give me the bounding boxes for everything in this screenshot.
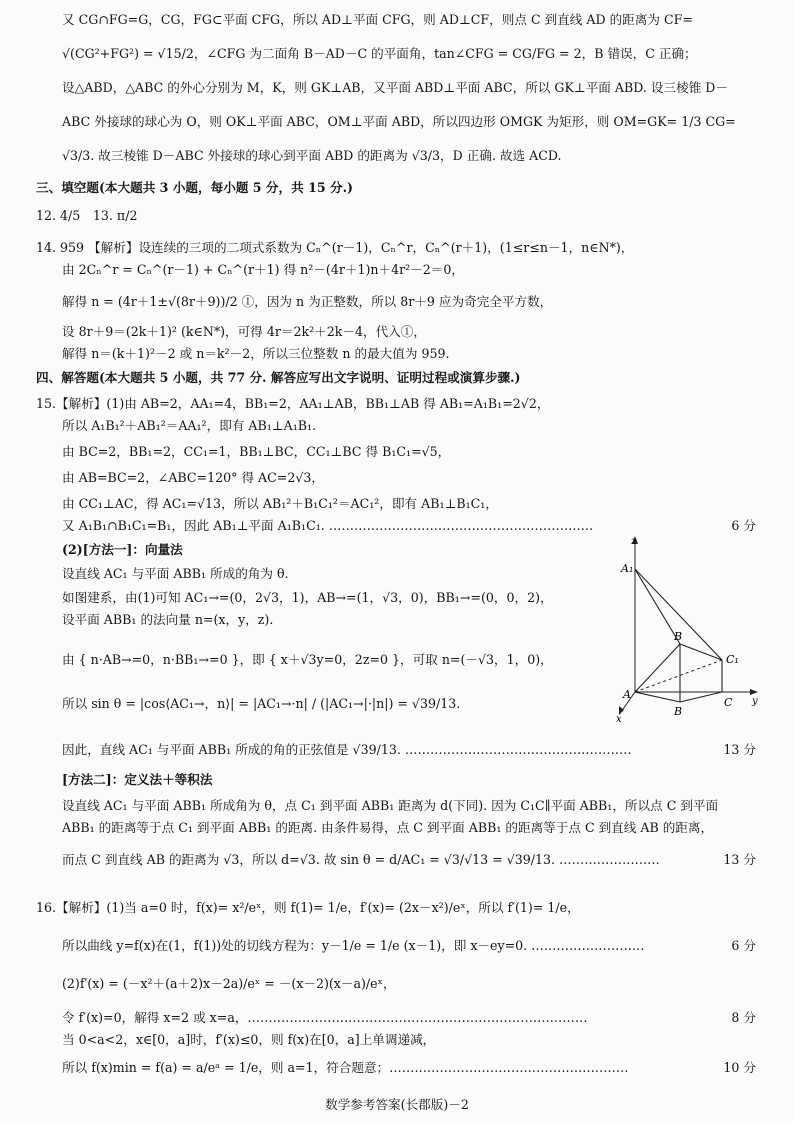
text-line: 16.【解析】(1)当 a=0 时，f(x)= x²/eˣ，则 f(1)= 1/e，f′(x)= (2x－x²)/eˣ，所以 f′(1)= 1/e， xyxy=(36,900,580,915)
text-line: 而点 C 到直线 AB 的距离为 √3，所以 d=√3. 故 sin θ = d/AC₁ = √3/√13 = √39/13. …………………… xyxy=(62,852,660,867)
text-line: √3/3. 故三棱锥 D－ABC 外接球的球心到平面 ABD 的距离为 √3/3，D 正确. 故选 ACD. xyxy=(62,148,562,163)
score: 13 分 xyxy=(723,852,756,867)
text-line: 设△ABD，△ABC 的外心分别为 M，K，则 GK⊥AB，又平面 ABD⊥平面 ABC，所以 GK⊥平面 ABD. 设三棱锥 D－ xyxy=(62,80,728,95)
text-line: 令 f′(x)=0，解得 x=2 或 x=a，……………………………………………………………………… xyxy=(62,1010,588,1025)
section-heading: 三、填空题(本大题共 3 小题，每小题 5 分，共 15 分.) xyxy=(36,180,353,195)
score: 6 分 xyxy=(731,518,756,533)
text-line: 设直线 AC₁ 与平面 ABB₁ 所成角为 θ，点 C₁ 到平面 ABB₁ 距离为 d(下同). 因为 C₁C∥平面 ABB₁，所以点 C 到平面 xyxy=(62,798,719,813)
text-line: ABB₁ 的距离等于点 C₁ 到平面 ABB₁ 的距离. 由条件易得，点 C 到平面 ABB₁ 的距离等于点 C 到直线 AB 的距离， xyxy=(62,820,714,835)
label-B: B xyxy=(674,705,683,718)
text-line: (2)f′(x) = (－x²＋(a＋2)x－2a)/eˣ = －(x－2)(x－a)/eˣ， xyxy=(62,976,396,991)
score: 10 分 xyxy=(723,1060,756,1075)
text-line: 15.【解析】(1)由 AB=2，AA₁=4，BB₁=2，AA₁⊥AB，BB₁⊥AB 得 AB₁=A₁B₁=2√2， xyxy=(36,396,550,411)
label-A1: A₁ xyxy=(621,562,634,575)
page-footer: 数学参考答案(长郡版)－2 xyxy=(325,1097,469,1112)
text-line: 所以 sin θ = |cos⟨AC₁→，n⟩| = |AC₁→·n| / (|AC₁→|·|n|) = √39/13. xyxy=(62,696,461,711)
text-line: 设 8r＋9＝(2k＋1)² (k∈N*)，可得 4r＝2k²＋2k－4，代入①， xyxy=(62,324,426,339)
text-line: 如图建系，由(1)可知 AC₁→=(0，2√3，1)，AB→=(1，√3，0)，BB₁→=(0，0，2)， xyxy=(62,590,553,605)
text-line: 设平面 ABB₁ 的法向量 n=(x，y，z). xyxy=(62,612,274,627)
section-heading: 四、解答题(本大题共 5 小题，共 77 分. 解答应写出文字说明、证明过程或演算步骤.) xyxy=(36,370,521,385)
score: 6 分 xyxy=(731,938,756,953)
label-C1: C₁ xyxy=(726,653,739,666)
text-line: 又 CG∩FG=G，CG，FG⊂平面 CFG，所以 AD⊥平面 CFG，则 AD⊥CF，则点 C 到直线 AD 的距离为 CF= xyxy=(62,12,693,27)
method-heading: [方法二]：定义法＋等积法 xyxy=(62,772,213,787)
text-line: 解得 n＝(k＋1)²－2 或 n＝k²－2，所以三位整数 n 的最大值为 959. xyxy=(62,346,450,361)
text-line: 所以 A₁B₁²＋AB₁²＝AA₁²，即有 AB₁⊥A₁B₁. xyxy=(62,418,317,433)
label-x: x xyxy=(616,714,622,722)
text-line: 解得 n = (4r＋1±√(8r＋9))/2 ①，因为 n 为正整数，所以 8r＋9 应为奇完全平方数， xyxy=(62,294,553,309)
label-C: C xyxy=(724,696,733,709)
method-heading: (2)[方法一]：向量法 xyxy=(62,542,183,557)
text-line: 当 0<a<2，x∈[0，a]时，f′(x)≤0，则 f(x)在[0，a]上单调递减， xyxy=(62,1032,436,1047)
score: 8 分 xyxy=(731,1010,756,1025)
text-line: 由 2Cₙ^r = Cₙ^(r－1) + Cₙ^(r＋1) 得 n²－(4r＋1)n＋4r²－2＝0， xyxy=(62,262,464,277)
text-line: 所以 f(x)min = f(a) = a/eᵃ = 1/e，则 a=1，符合题意；………………………………………………… xyxy=(62,1060,629,1075)
label-z: z xyxy=(631,536,637,547)
text-line: 所以曲线 y=f(x)在(1，f(1))处的切线方程为：y－1/e = 1/e (x－1)，即 x－ey=0. ……………………… xyxy=(62,938,645,953)
text-line: 又 A₁B₁∩B₁C₁=B₁，因此 AB₁⊥平面 A₁B₁C₁. ……………………………………………………… xyxy=(62,518,594,533)
label-A: A xyxy=(623,688,631,701)
text-line: 由 { n·AB→=0，n·BB₁→=0 }，即 { x＋√3y=0，2z=0 }，可取 n=(－√3，1，0)， xyxy=(62,652,553,667)
label-B1: B xyxy=(674,630,683,643)
text-line: ABC 外接球的球心为 O，则 OK⊥平面 ABC，OM⊥平面 ABD，所以四边形 OMGK 为矩形，则 OM=GK= 1/3 CG= xyxy=(62,114,736,129)
text-line: 由 AB=BC=2，∠ABC=120° 得 AC=2√3， xyxy=(62,470,324,485)
label-y: y xyxy=(752,696,758,707)
text-line: 由 CC₁⊥AC，得 AC₁=√13，所以 AB₁²＋B₁C₁²＝AC₁²，即有 AB₁⊥B₁C₁， xyxy=(62,496,498,511)
answer-12-13: 12. 4/5 13. π/2 xyxy=(36,208,138,223)
score: 13 分 xyxy=(723,742,756,757)
text-line: 设直线 AC₁ 与平面 ABB₁ 所成的角为 θ. xyxy=(62,566,289,581)
prism-figure xyxy=(612,534,762,722)
text-line: 因此，直线 AC₁ 与平面 ABB₁ 所成的角的正弦值是 √39/13. ……………………………………………… xyxy=(62,742,632,757)
text-line: 由 BC=2，BB₁=2，CC₁=1，BB₁⊥BC，CC₁⊥BC 得 B₁C₁=√5， xyxy=(62,444,451,459)
text-line: √(CG²+FG²) = √15/2，∠CFG 为二面角 B－AD－C 的平面角，tan∠CFG = CG/FG = 2，B 错误，C 正确； xyxy=(62,46,697,61)
text-line: 14. 959 【解析】设连续的三项的二项式系数为 Cₙ^(r－1)，Cₙ^r，Cₙ^(r＋1)，(1≤r≤n－1，n∈N*)， xyxy=(36,240,634,255)
